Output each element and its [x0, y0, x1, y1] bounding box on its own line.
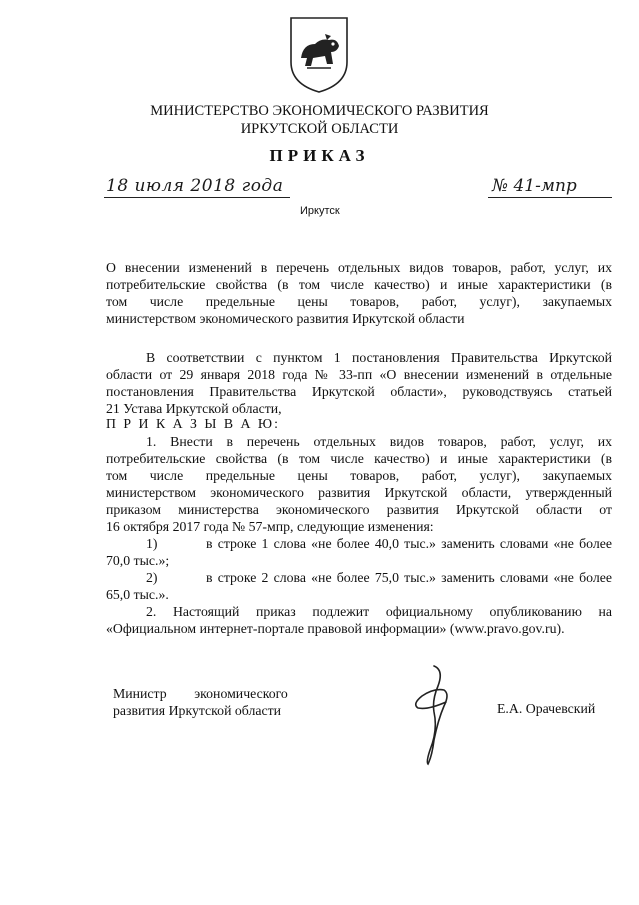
item1-line: потребительские свойства (в том числе качество) и иные характеристики (в: [106, 451, 612, 466]
subitem-number: 1): [146, 536, 158, 551]
item1-line: приказом министерства экономического развития Иркутской области от: [106, 502, 612, 517]
decree-word: П Р И К А З Ы В А Ю:: [106, 416, 280, 431]
handwritten-signature-icon: [404, 660, 464, 770]
position-line: Министр экономического: [113, 686, 288, 701]
item2-line: «Официальном интернет-портале правовой информации» (www.pravo.gov.ru).: [106, 621, 565, 636]
basis-line: 21 Устава Иркутской области,: [106, 401, 282, 416]
order-item-2: [106, 603, 612, 637]
subitem-text: в строке 2 слова «не более 75,0 тыс.» заменить словами «не более: [206, 570, 612, 585]
subitem-2: [106, 569, 612, 603]
document-type-title: ПРИКАЗ: [269, 146, 370, 165]
subitem-number: 2): [146, 570, 158, 585]
number-underline: [488, 197, 612, 198]
signatory-name: Е.А. Орачевский: [497, 701, 596, 716]
position-line: развития Иркутской области: [113, 703, 282, 718]
item1-line: 16 октября 2017 года № 57-мпр, следующие изменения:: [106, 519, 434, 534]
basis-line: области от 29 января 2018 года № 33-пп «О внесении изменений в отдельные: [106, 367, 612, 382]
item2-line: 2. Настоящий приказ подлежит официальному опубликованию на: [146, 604, 612, 619]
subject-line: том числе предельные цены товаров, работ, услуг), закупаемых: [106, 294, 612, 309]
subitem-1: [106, 535, 612, 569]
subject-line: потребительские свойства (в том числе качество) и иные характеристики (в: [106, 277, 612, 292]
handwritten-order-number: № 41-мпр: [492, 176, 577, 196]
coat-of-arms-icon: [287, 14, 351, 94]
item1-line: 1. Внести в перечень отдельных видов товаров, работ, услуг, их: [146, 434, 612, 449]
order-item-1: [106, 433, 612, 535]
handwritten-date: 18 июля 2018 года: [106, 176, 284, 196]
ministry-name-line2: ИРКУТСКОЙ ОБЛАСТИ: [240, 121, 399, 137]
subitem-text-continued: 70,0 тыс.»;: [106, 553, 170, 568]
ministry-name-line1: МИНИСТЕРСТВО ЭКОНОМИЧЕСКОГО РАЗВИТИЯ: [150, 103, 489, 119]
basis-line: постановления Правительства Иркутской области», руководствуясь статьей: [106, 384, 612, 399]
city-label: Иркутск: [300, 205, 340, 217]
signatory-position: [113, 685, 288, 719]
item1-line: министерством экономического развития Иркутской области, утвержденный: [106, 485, 612, 500]
item1-line: том числе предельные цены товаров, работ, услуг), закупаемых: [106, 468, 612, 483]
subject-line: министерством экономического развития Иркутской области: [106, 311, 465, 326]
order-subject: [106, 259, 612, 327]
subitem-text-continued: 65,0 тыс.».: [106, 587, 169, 602]
date-underline: [104, 197, 290, 198]
basis-line: В соответствии с пунктом 1 постановления Правительства Иркутской: [146, 350, 612, 365]
basis-paragraph: [106, 349, 612, 417]
subitem-text: в строке 1 слова «не более 40,0 тыс.» заменить словами «не более: [206, 536, 612, 551]
subject-line: О внесении изменений в перечень отдельных видов товаров, работ, услуг, их: [106, 260, 612, 275]
